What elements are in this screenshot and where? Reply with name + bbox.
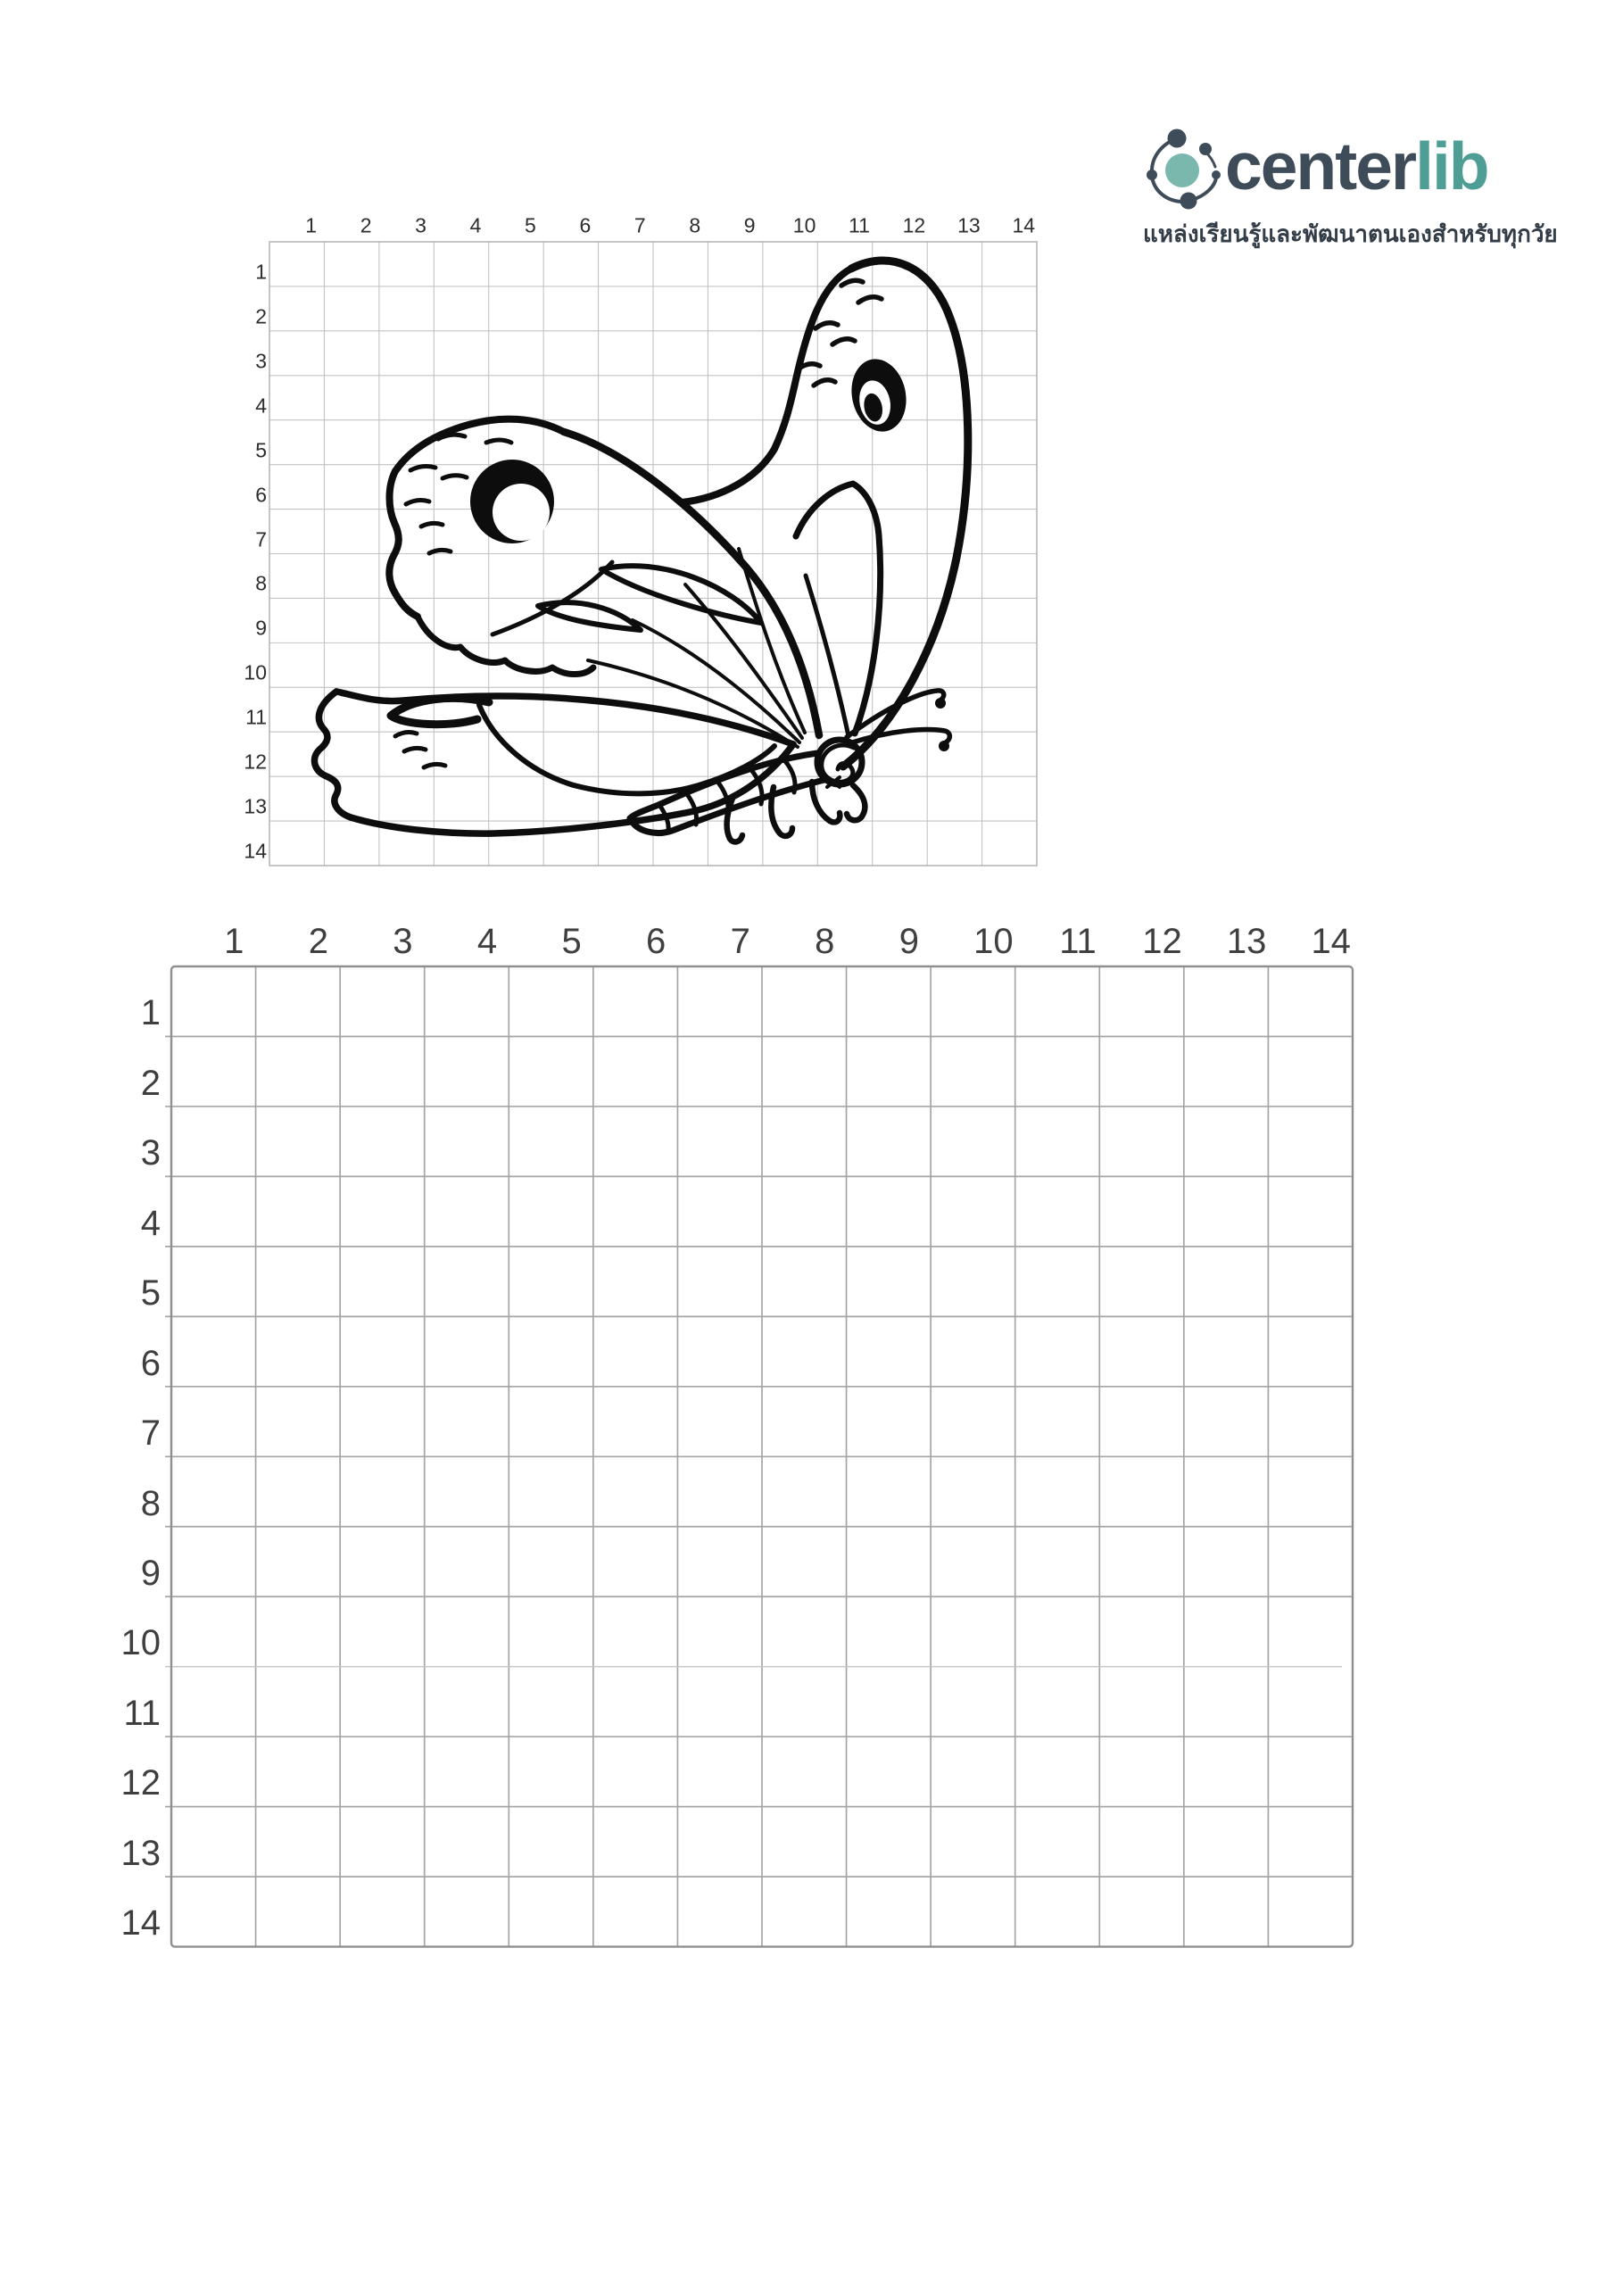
col-label: 12 xyxy=(1142,922,1182,961)
brand-wordmark xyxy=(1225,128,1488,203)
brand-name-primary: center xyxy=(1225,128,1416,203)
row-label: 5 xyxy=(140,1273,161,1314)
col-label: 5 xyxy=(561,922,582,961)
col-label: 4 xyxy=(469,213,482,237)
col-label: 2 xyxy=(308,922,328,961)
hindwing-left-edge xyxy=(314,692,351,817)
row-label: 1 xyxy=(255,260,267,284)
col-label: 14 xyxy=(1311,922,1351,961)
row-label: 3 xyxy=(140,1133,161,1173)
butterfly-illustration xyxy=(269,242,1037,866)
far-wing-eyespot xyxy=(845,354,913,437)
reference-grid-section xyxy=(244,213,1037,866)
col-label: 2 xyxy=(360,213,372,237)
col-label: 11 xyxy=(1059,922,1097,961)
row-label: 13 xyxy=(244,794,267,818)
grid-lines xyxy=(171,966,1353,1947)
col-label: 8 xyxy=(689,213,701,237)
row-label: 2 xyxy=(140,1063,161,1103)
row-label: 8 xyxy=(255,571,267,595)
col-label: 10 xyxy=(792,213,816,237)
row-label: 6 xyxy=(255,483,267,507)
brand-name-accent: lib xyxy=(1415,128,1488,203)
far-wing-outer-edge xyxy=(843,261,968,767)
practice-grid-section xyxy=(120,922,1353,1947)
centerlib-logo-icon xyxy=(1143,120,1221,212)
col-label: 13 xyxy=(957,213,981,237)
col-label: 7 xyxy=(730,922,750,961)
row-label: 7 xyxy=(140,1413,161,1454)
col-label: 3 xyxy=(393,922,413,961)
col-label: 14 xyxy=(1012,213,1036,237)
col-label: 1 xyxy=(305,213,318,237)
col-label: 12 xyxy=(902,213,926,237)
forewing-trailing-edge xyxy=(564,432,819,735)
row-label: 7 xyxy=(255,527,267,551)
hindwing-inner-margin xyxy=(479,705,774,793)
col-label: 4 xyxy=(476,922,498,961)
row-label: 5 xyxy=(255,438,267,462)
col-label: 9 xyxy=(743,213,756,237)
col-label: 6 xyxy=(646,922,667,961)
row-label: 14 xyxy=(120,1903,161,1944)
col-label: 7 xyxy=(633,213,646,237)
row-label: 4 xyxy=(255,394,267,418)
row-label: 9 xyxy=(255,616,267,640)
logo-center-dot xyxy=(1165,153,1199,187)
hindwing-tick-marks xyxy=(395,733,445,767)
forewing-leaf-detail-1 xyxy=(601,566,761,623)
forewing-left-edge xyxy=(389,471,418,617)
row-label: 4 xyxy=(140,1203,161,1243)
row-label: 8 xyxy=(140,1483,161,1523)
row-label: 3 xyxy=(255,349,267,373)
col-label: 11 xyxy=(849,213,870,237)
row-label: 12 xyxy=(244,750,267,774)
row-label: 6 xyxy=(140,1343,161,1383)
row-label: 12 xyxy=(120,1763,161,1803)
row-label: 10 xyxy=(244,660,267,684)
forewing-top-edge xyxy=(395,419,564,471)
row-label: 13 xyxy=(120,1833,161,1873)
col-label: 13 xyxy=(1226,922,1267,961)
far-wing-leading-edge xyxy=(682,269,851,502)
brand-tagline: แหล่งเรียนรู้และพัฒนาตนเองสำหรับทุกวัย xyxy=(1143,220,1558,247)
row-label: 11 xyxy=(245,705,267,729)
col-label: 3 xyxy=(415,213,426,237)
centerlib-logo xyxy=(1143,120,1558,253)
row-label: 11 xyxy=(123,1693,161,1733)
col-label: 10 xyxy=(973,922,1014,961)
row-label: 9 xyxy=(140,1553,161,1593)
row-label: 1 xyxy=(140,993,161,1033)
row-label: 2 xyxy=(255,304,267,328)
col-label: 9 xyxy=(898,922,919,961)
forewing-scalloped-edge xyxy=(418,617,593,675)
col-label: 6 xyxy=(579,213,592,237)
row-label: 14 xyxy=(244,839,267,863)
col-label: 5 xyxy=(525,213,536,237)
row-label: 10 xyxy=(120,1623,161,1663)
col-label: 8 xyxy=(815,922,835,961)
col-label: 1 xyxy=(224,922,244,961)
forewing-eyespot xyxy=(470,460,554,543)
